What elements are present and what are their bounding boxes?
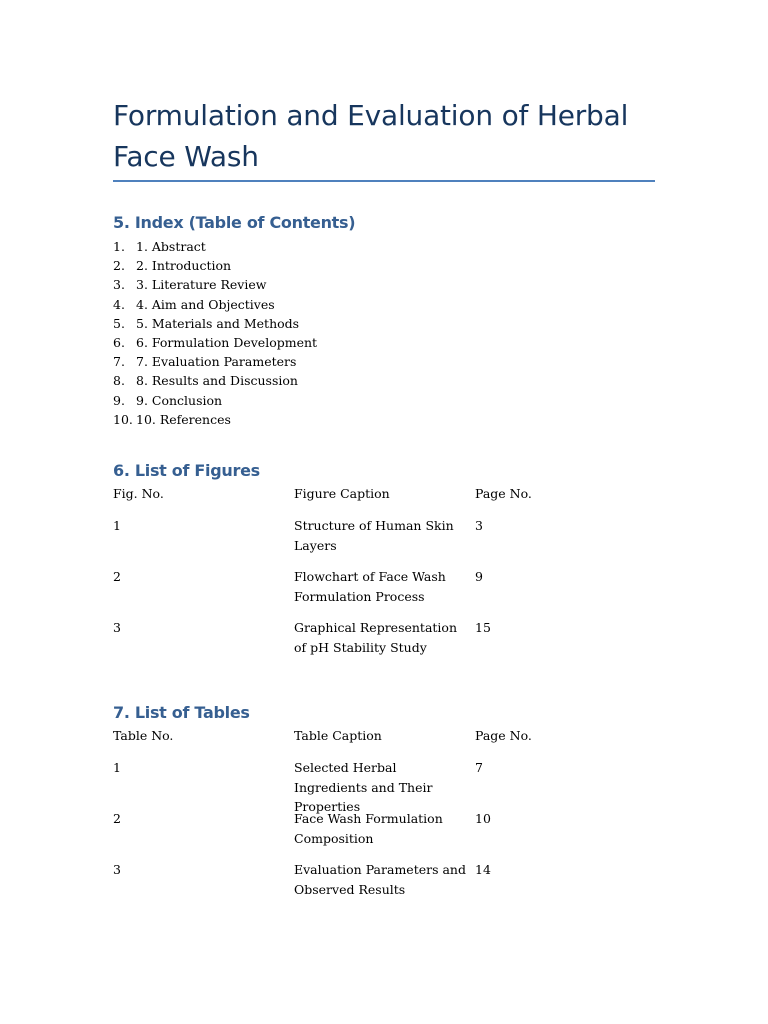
- toc-item-text: 5. Materials and Methods: [136, 315, 300, 331]
- toc-item-number: 6.: [113, 334, 125, 350]
- toc-item: [113, 371, 317, 390]
- column-header-caption: Table Caption: [294, 728, 382, 743]
- column-header-page: Page No.: [475, 486, 532, 501]
- toc-item-number: 2.: [113, 258, 125, 274]
- column-header-number: Fig. No.: [113, 486, 164, 501]
- toc-item-number: 1.: [113, 239, 125, 254]
- index-heading: 5. Index (Table of Contents): [113, 213, 356, 232]
- toc-list: [113, 237, 317, 429]
- table-number: 1: [113, 760, 121, 775]
- column-header-number: Table No.: [113, 728, 174, 743]
- tables-heading: 7. List of Tables: [113, 703, 250, 722]
- toc-item-number: 5.: [113, 315, 125, 331]
- table-page: 14: [475, 862, 491, 877]
- figures-heading: 6. List of Figures: [113, 461, 260, 480]
- toc-item-text: 1. Abstract: [136, 239, 206, 254]
- column-header-page: Page No.: [475, 728, 532, 743]
- toc-item: [113, 391, 317, 410]
- figure-page: 15: [475, 620, 491, 635]
- toc-item-number: 8.: [113, 373, 125, 389]
- figure-number: 2: [113, 569, 121, 584]
- toc-item: [113, 314, 317, 333]
- toc-item-text: 3. Literature Review: [136, 277, 267, 293]
- toc-item-number: 10.: [113, 411, 133, 427]
- toc-item-text: 6. Formulation Development: [136, 334, 318, 350]
- document-title: Formulation and Evaluation of Herbal Face Wash: [113, 99, 629, 173]
- toc-item: [113, 275, 317, 294]
- figure-page: 9: [475, 569, 483, 584]
- figure-page: 3: [475, 518, 483, 533]
- toc-item-number: 4.: [113, 296, 125, 312]
- toc-item-text: 2. Introduction: [136, 258, 232, 274]
- table-caption: Evaluation Parameters and Observed Results: [294, 862, 466, 897]
- toc-item: [113, 333, 317, 352]
- toc-item: [113, 410, 317, 429]
- toc-item-text: 4. Aim and Objectives: [136, 296, 275, 312]
- title-underline: [113, 180, 655, 182]
- table-page: 7: [475, 760, 483, 775]
- toc-item-number: 3.: [113, 277, 125, 293]
- table-number: 3: [113, 862, 121, 877]
- figure-caption: Flowchart of Face Wash Formulation Process: [294, 569, 446, 604]
- table-caption: Face Wash Formulation Composition: [294, 811, 443, 846]
- figure-number: 3: [113, 620, 121, 635]
- toc-item-text: 8. Results and Discussion: [136, 373, 298, 389]
- column-header-caption: Figure Caption: [294, 486, 390, 501]
- table-page: 10: [475, 811, 491, 826]
- table-caption: Selected Herbal Ingredients and Their Properties: [294, 760, 433, 814]
- figure-caption: Graphical Representation of pH Stability Study: [294, 620, 458, 655]
- toc-item-number: 7.: [113, 354, 125, 370]
- table-number: 2: [113, 811, 121, 826]
- figure-number: 1: [113, 518, 121, 533]
- toc-item-text: 7. Evaluation Parameters: [136, 354, 297, 370]
- toc-item: [113, 256, 317, 275]
- figure-caption: Structure of Human Skin Layers: [294, 518, 454, 553]
- toc-item: [113, 237, 317, 256]
- toc-item: [113, 352, 317, 371]
- toc-item-number: 9.: [113, 392, 125, 408]
- toc-item: [113, 295, 317, 314]
- toc-item-text: 9. Conclusion: [136, 392, 223, 408]
- toc-item-text: 10. References: [136, 411, 231, 427]
